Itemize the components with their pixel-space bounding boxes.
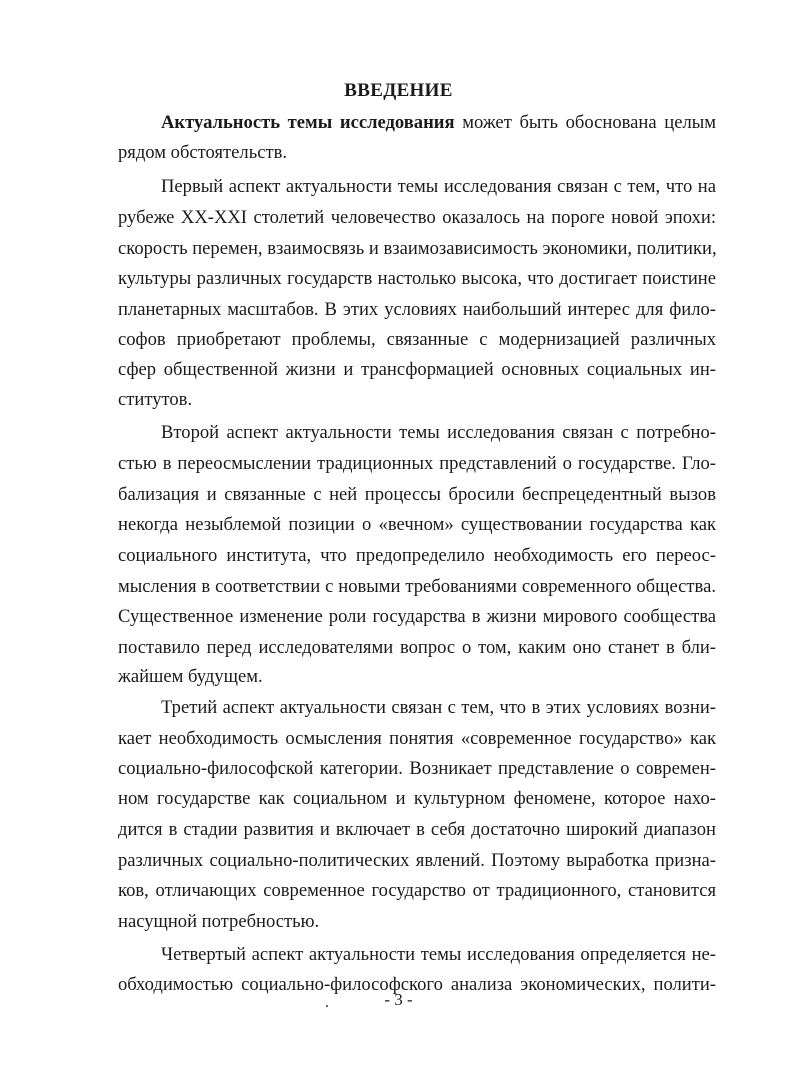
text-line: ном государстве как социальном и культурном феномене, которое нахо-	[118, 788, 716, 809]
text-line: ков, отличающих современное государство от традиционного, становится	[118, 880, 716, 901]
text-line: Четвертый аспект актуальности темы исследования определяется не-	[161, 944, 716, 965]
text-line: Третий аспект актуальности связан с тем, что в этих условиях возни-	[161, 697, 716, 718]
text-line: планетарных масштабов. В этих условиях наибольший интерес для фило-	[118, 299, 716, 320]
text-line: рядом обстоятельств.	[118, 142, 287, 163]
page-title: ВВЕДЕНИЕ	[344, 80, 453, 101]
text-line: жайшем будущем.	[118, 666, 263, 687]
text-line: культуры различных государств настолько высока, что достигает поистине	[118, 268, 716, 289]
text-line: ститутов.	[118, 389, 193, 410]
text-line: дится в стадии развития и включает в себя достаточно широкий диапазон	[118, 819, 716, 840]
page-number: - 3 -	[384, 990, 413, 1009]
text-line: Первый аспект актуальности темы исследования связан с тем, что на	[161, 176, 716, 197]
text-line: рубеже XX-XXI столетий человечество оказалось на пороге новой эпохи:	[118, 207, 716, 228]
text-line: бализация и связанные с ней процессы бросили беспрецедентный вызов	[118, 484, 716, 505]
text-line: сфер общественной жизни и трансформацией основных социальных ин-	[118, 359, 716, 380]
text-line: Второй аспект актуальности темы исследования связан с потребно-	[161, 422, 716, 443]
text-line: социального института, что предопределило необходимость его переос-	[118, 545, 716, 566]
text-line: кает необходимость осмысления понятия «современное государство» как	[118, 728, 716, 749]
text-line: стью в переосмыслении традиционных представлений о государстве. Гло-	[118, 453, 716, 474]
text-line: поставило перед исследователями вопрос о том, каким оно станет в бли-	[118, 637, 716, 658]
text-line: насущной потребностью.	[118, 911, 320, 932]
text-line: Существенное изменение роли государства в жизни мирового сообщества	[118, 606, 716, 627]
text-line: мысления в соответствии с новыми требованиями современного общества.	[118, 576, 716, 597]
text-line: скорость перемен, взаимосвязь и взаимозависимость экономики, политики,	[118, 238, 717, 259]
text-line: социально-философской категории. Возникает представление о современ-	[118, 758, 716, 779]
text-line: различных социально-политических явлений. Поэтому выработка призна-	[118, 850, 716, 871]
text-line: некогда незыблемой позиции о «вечном» существовании государства как	[118, 514, 716, 535]
text-line: софов приобретают проблемы, связанные с модернизацией различных	[118, 329, 716, 350]
lead-bold-text: Актуальность темы исследования	[161, 112, 455, 133]
text-line: обходимостью социально-философского анализа экономических, полити-	[118, 974, 716, 995]
text-line: Актуальность темы исследования может быть обоснована целым	[161, 112, 717, 133]
